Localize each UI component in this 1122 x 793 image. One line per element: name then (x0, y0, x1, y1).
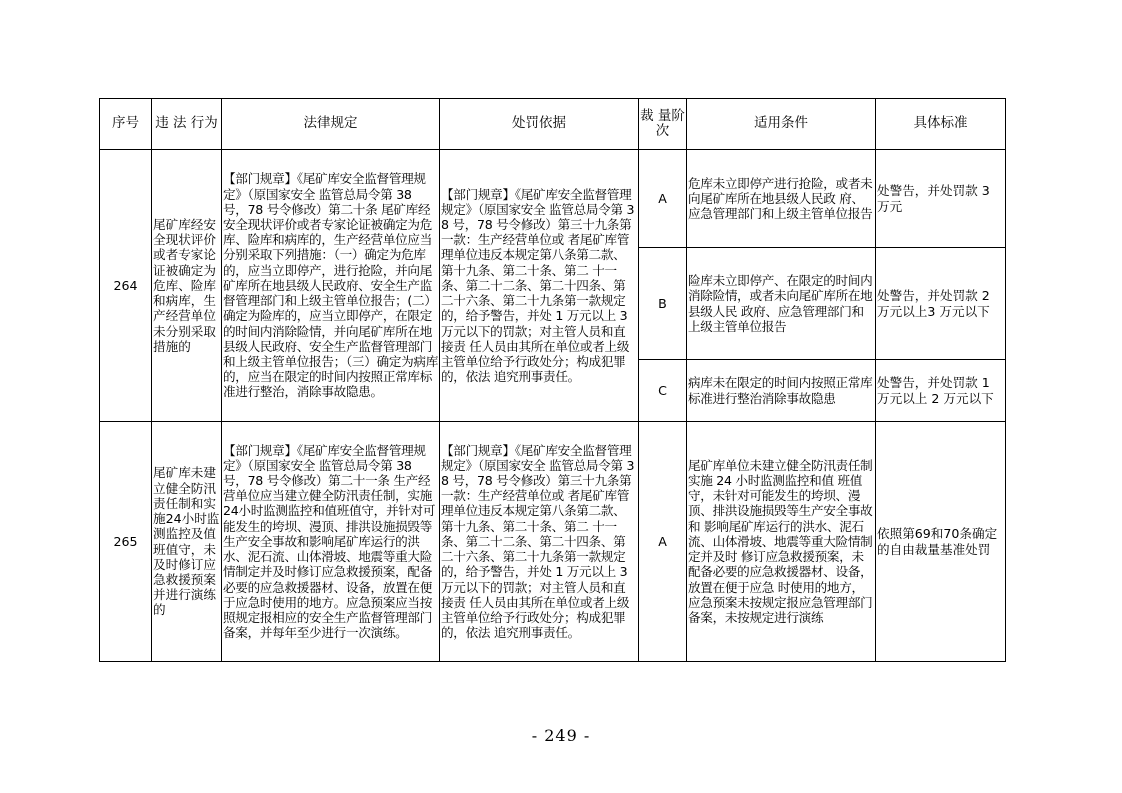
row-264-condition-c: 病库未在限定的时间内按照正常库标准进行整治消除事故隐患 (687, 360, 876, 422)
table-row (100, 422, 1006, 662)
header-law: 法律规定 (222, 99, 440, 150)
row-264-condition-b: 险库未立即停产、在限定的时间内消除险情，或者未向尾矿库所在地县级人民 政府、应急管理部门和上级主管单位报告 (687, 248, 876, 360)
row-265-basis: 【部门规章】《尾矿库安全监督管理规定》（原国家安全 监管总局令第 38 号，78 号令修改）第三十九条第一款：生产经营单位或 者尾矿库管理单位违反本规定第八条第二款、第十九条、第二十条、第二 十一条、第二十二条、第二十四条、第二十六条、第二十九条第一款规定 的，给予警告，并处 1 万元以上 3 万元以下的罚款；对主管人员和直接责 任人员由其所在单位或者上级主管单位给予行政处分；构成犯罪的，依法 追究刑事责任。 (440, 422, 639, 662)
row-264-act: 尾矿库经安全现状评价或者专家论证被确定为危库、险库和病库，生产经营单位未分别采取措施的 (152, 150, 222, 422)
row-264-basis: 【部门规章】《尾矿库安全监督管理规定》（原国家安全 监管总局令第 38 号，78 号令修改）第三十九条第一款：生产经营单位或 者尾矿库管理单位违反本规定第八条第二款、第十九条、第二十条、第二 十一条、第二十二条、第二十四条、第二十六条、第二十九条第一款规定 的，给予警告，并处 1 万元以上 3 万元以下的罚款；对主管人员和直接责 任人员由其所在单位或者上级主管单位给予行政处分；构成犯罪的，依法 追究刑事责任。 (440, 150, 639, 422)
row-264-standard-a: 处警告，并处罚款 3 万元 (876, 150, 1006, 248)
row-264-level-c: C (639, 360, 687, 422)
row-265-act: 尾矿库未建立健全防汛责任制和实施24小时监测监控及值班值守，未及时修订应急救援预案并进行演练的 (152, 422, 222, 662)
header-level: 裁 量阶次 (639, 99, 687, 150)
row-264-condition-a: 危库未立即停产进行抢险，或者未向尾矿库所在地县级人民政 府、应急管理部门和上级主管单位报告 (687, 150, 876, 248)
row-264-level-a: A (639, 150, 687, 248)
header-condition: 适用条件 (687, 99, 876, 150)
row-265-law: 【部门规章】《尾矿库安全监督管理规定》（原国家安全 监管总局令第 38 号，78 号令修改）第二十一条 生产经营单位应当建立健全防汛责任制，实施24小时监测监控和值班值守，并针对可能发生的垮坝、漫顶、排洪设施损毁等生产安全事故和影响尾矿库运行的洪水、泥石流、山体滑坡、地震等重大险情制定并及时修订应急救援预案，配备必要的应急救援器材、设备，放置在便于应急时使用的地方。应急预案应当按照规定报相应的安全生产监督管理部门备案，并每年至少进行一次演练。 (222, 422, 440, 662)
header-basis: 处罚依据 (440, 99, 639, 150)
table-row (100, 150, 1006, 248)
row-265-level-a: A (639, 422, 687, 662)
row-264-law: 【部门规章】《尾矿库安全监督管理规定》（原国家安全 监管总局令第 38 号，78 号令修改）第二十条 尾矿库经安全现状评价或者专家论证被确定为危库、险库和病库的，生产经营单位应当分别采取下列措施：（一）确定为危库的，应当立即停产，进行抢险，并向尾矿库所在地县级人民政府、安全生产监督管理部门和上级主管单位报告；(二）确定为险库的，应当立即停产，在限定的时间内消除险情，并向尾矿库所在地县级人民政府、安全生产监督管理部门和上级主管单位报告；（三）确定为病库的，应当在限定的时间内按照正常库标准进行整治，消除事故隐患。 (222, 150, 440, 422)
row-264-standard-c: 处警告，并处罚款 1 万元以上 2 万元以下 (876, 360, 1006, 422)
row-264-seq: 264 (100, 150, 152, 422)
header-standard: 具体标准 (876, 99, 1006, 150)
header-seq: 序号 (100, 99, 152, 150)
page-number: - 249 - (531, 726, 591, 745)
row-265-condition-a: 尾矿库单位未建立健全防汛责任制实施 24 小时监测监控和值 班值守，未针对可能发生的垮坝、漫顶、排洪设施损毁等生产安全事故和 影响尾矿库运行的洪水、泥石流、山体滑坡、地震等重大险情制定并及时 修订应急救援预案，未配备必要的应急救援器材、设备，放置在便于应急 时使用的地方，应急预案未按规定报应急管理部门备案，未按规定进行演练 (687, 422, 876, 662)
row-264-level-b: B (639, 248, 687, 360)
table-header-row (100, 99, 1006, 150)
row-265-seq: 265 (100, 422, 152, 662)
header-act: 违 法 行为 (152, 99, 222, 150)
row-264-standard-b: 处警告，并处罚款 2 万元以上3 万元以下 (876, 248, 1006, 360)
row-265-standard-a: 依照第69和70条确定的自由裁量基准处罚 (876, 422, 1006, 662)
penalty-standard-table (99, 98, 1006, 662)
